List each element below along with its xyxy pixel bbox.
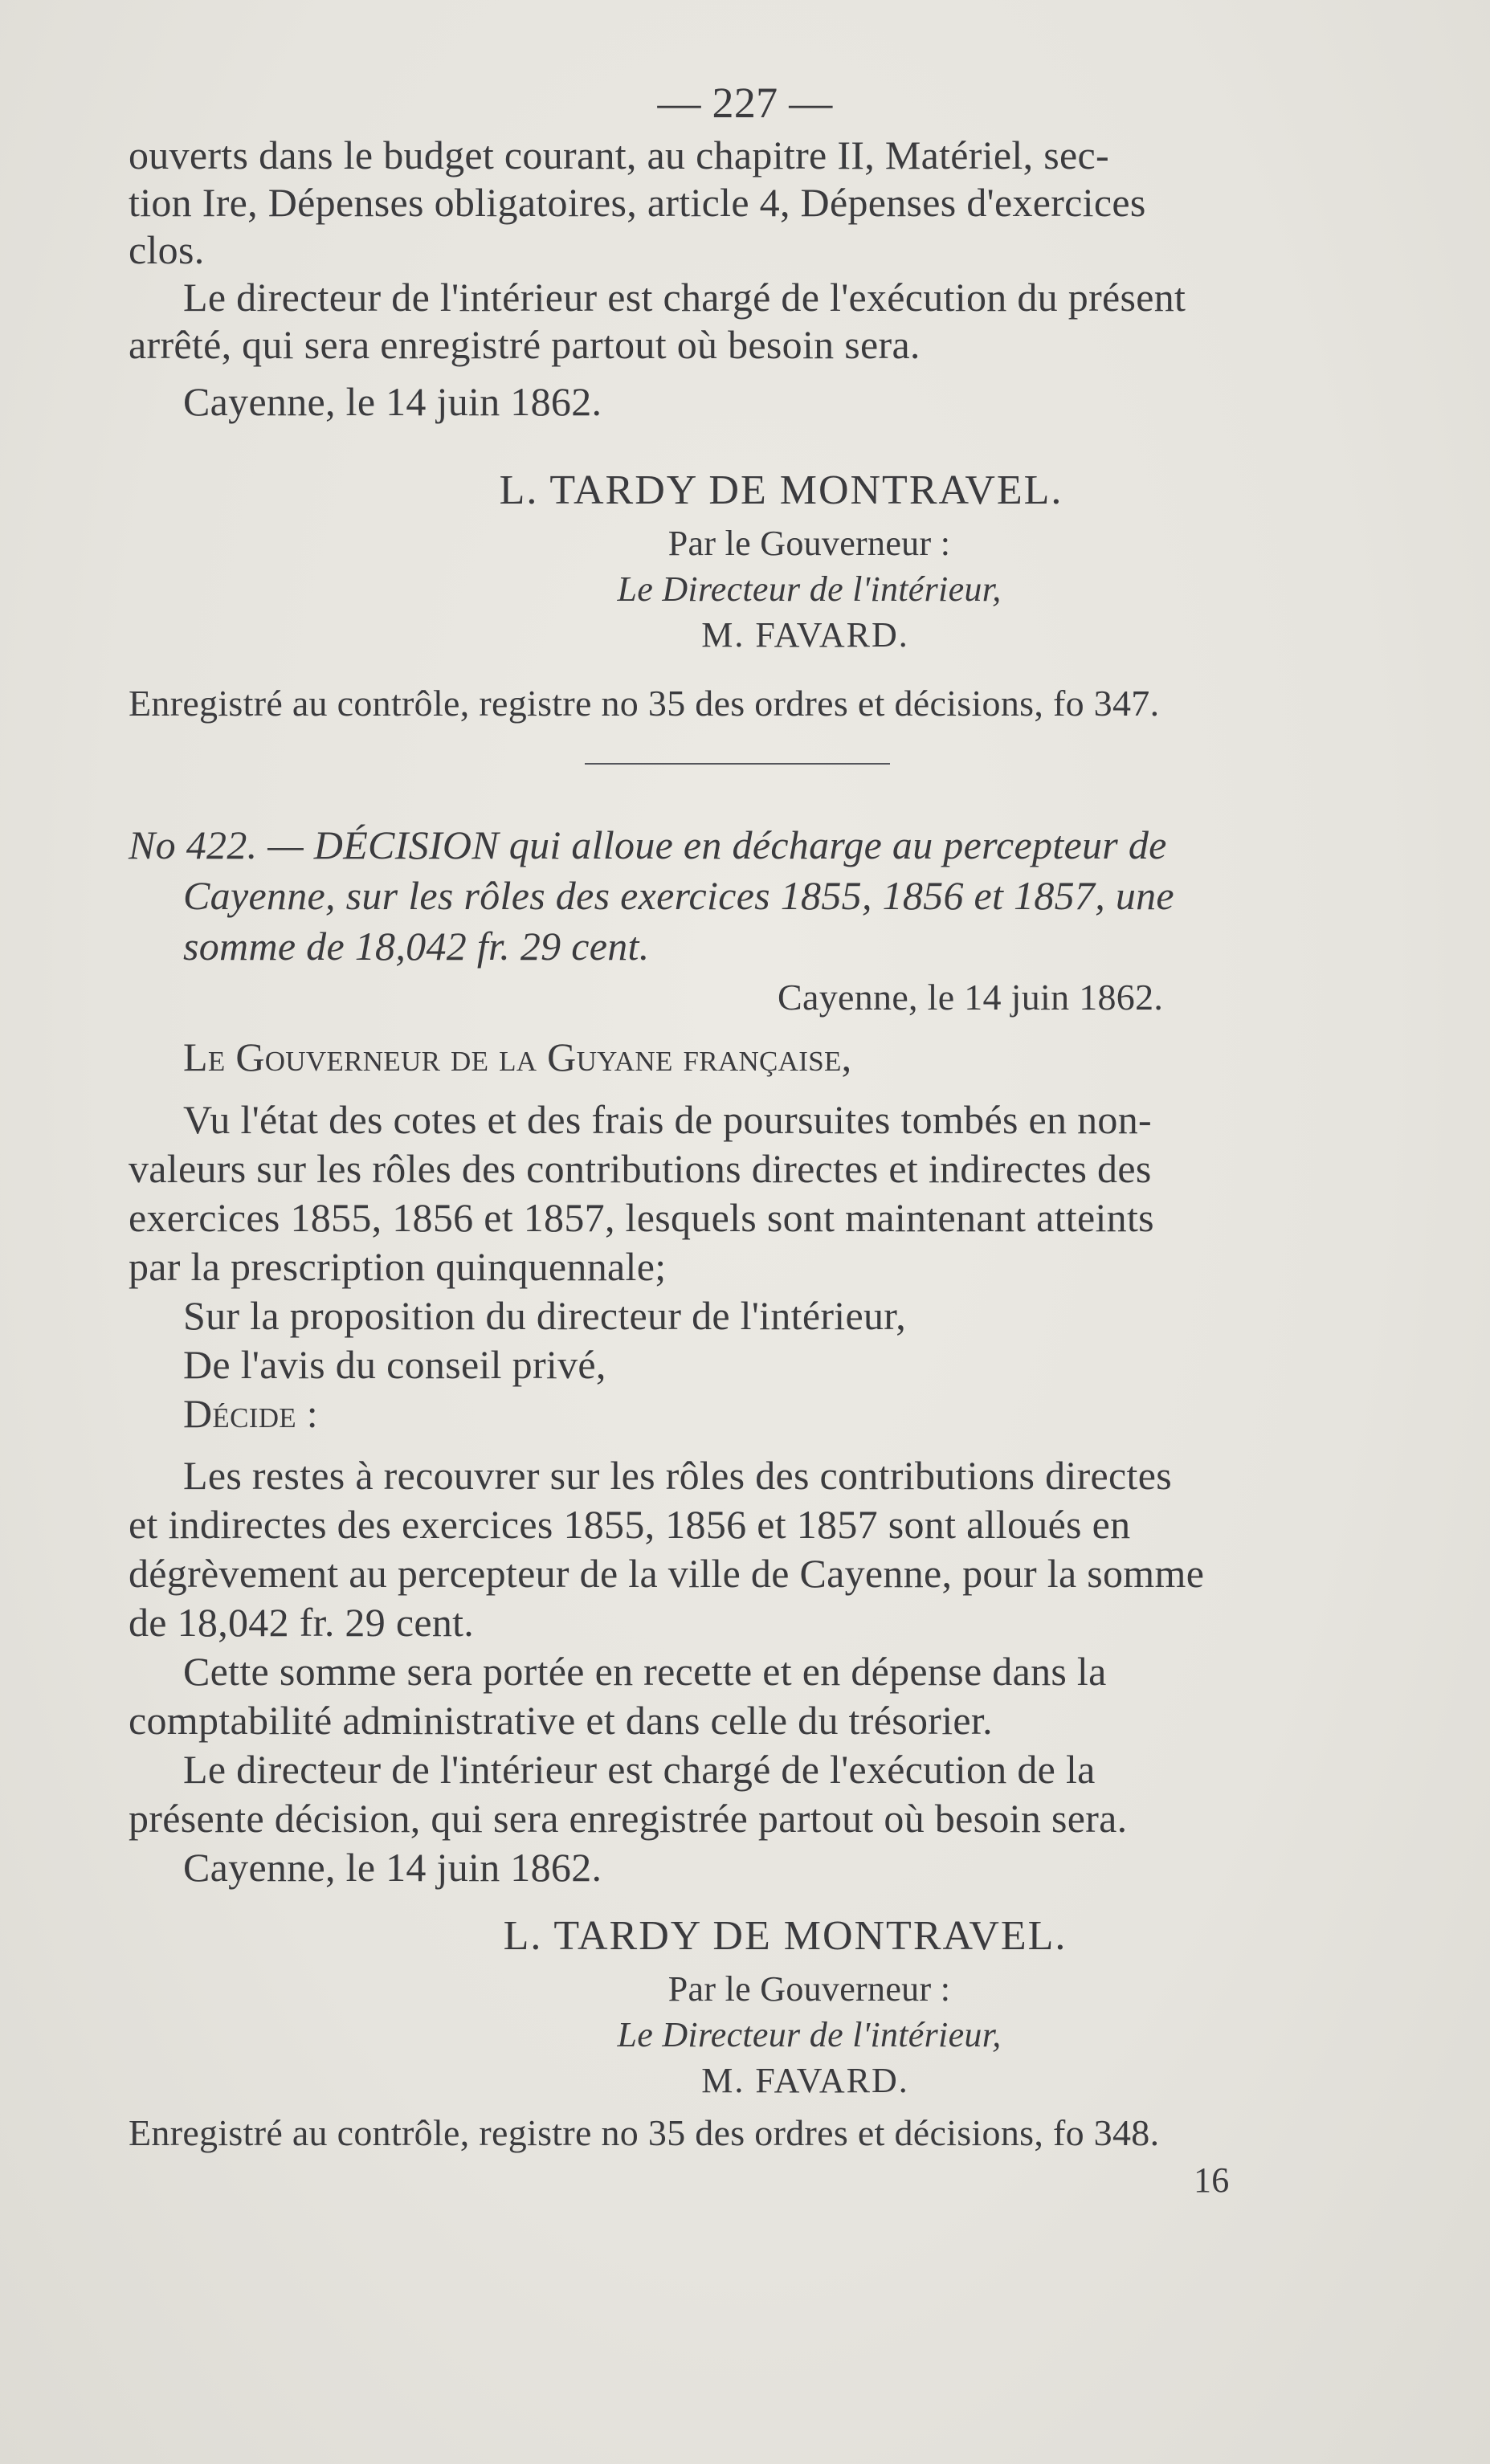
intro-date: Cayenne, le 14 juin 1862. — [183, 379, 602, 424]
consideration-line-1: Vu l'état des cotes et des frais de poursuites tombés en non- — [183, 1097, 1152, 1142]
page-number: — 227 — — [657, 79, 833, 127]
decision-heading-line-1: No 422. — DÉCISION qui alloue en décharge au percepteur de — [129, 822, 1167, 867]
article-line-6: comptabilité administrative et dans celle du trésorier. — [129, 1698, 993, 1743]
decision-signature-by-line: Par le Gouverneur : — [667, 1969, 951, 2009]
decision-heading-line-3: somme de 18,042 fr. 29 cent. — [183, 924, 650, 969]
article-line-8: présente décision, qui sera enregistrée partout où besoin sera. — [129, 1796, 1128, 1841]
intro-signature-director: M. FAVARD. — [701, 615, 909, 655]
article-line-2: et indirectes des exercices 1855, 1856 et 1857 sont alloués en — [129, 1502, 1131, 1547]
decision-signature-name: L. TARDY DE MONTRAVEL. — [503, 1913, 1067, 1959]
intro-signature-name: L. TARDY DE MONTRAVEL. — [499, 467, 1063, 513]
decision-issuer: Le Gouverneur de la Guyane française, — [183, 1034, 852, 1079]
intro-line-2: tion Ire, Dépenses obligatoires, article 4, Dépenses d'exercices — [129, 180, 1146, 225]
intro-line-1: ouverts dans le budget courant, au chapitre II, Matériel, sec- — [129, 133, 1109, 177]
decision-signature-role: Le Directeur de l'intérieur, — [617, 2015, 1002, 2054]
decision-signature-director: M. FAVARD. — [701, 2061, 909, 2100]
intro-signature-by-line: Par le Gouverneur : — [667, 524, 951, 563]
intro-registration: Enregistré au contrôle, registre no 35 des ordres et décisions, fo 347. — [129, 683, 1160, 724]
intro-execution-line-2: arrêté, qui sera enregistré partout où besoin sera. — [129, 322, 921, 367]
decide-label: Décide : — [183, 1391, 318, 1436]
article-line-1: Les restes à recouvrer sur les rôles des contributions directes — [183, 1453, 1172, 1498]
article-line-5: Cette somme sera portée en recette et en dépense dans la — [183, 1649, 1107, 1694]
decision-dateline: Cayenne, le 14 juin 1862. — [778, 977, 1164, 1018]
consideration-line-6: De l'avis du conseil privé, — [183, 1342, 606, 1387]
decision-heading-line-2: Cayenne, sur les rôles des exercices 1855, 1856 et 1857, une — [183, 873, 1174, 918]
intro-execution-line-1: Le directeur de l'intérieur est chargé de l'exécution du présent — [183, 275, 1186, 320]
sheet-signature: 16 — [1194, 2160, 1230, 2200]
consideration-line-5: Sur la proposition du directeur de l'intérieur, — [183, 1293, 907, 1338]
section-divider — [585, 763, 890, 765]
consideration-line-2: valeurs sur les rôles des contributions directes et indirectes des — [129, 1146, 1152, 1191]
article-line-3: dégrèvement au percepteur de la ville de Cayenne, pour la somme — [129, 1551, 1205, 1596]
decision-registration: Enregistré au contrôle, registre no 35 des ordres et décisions, fo 348. — [129, 2112, 1160, 2153]
consideration-line-3: exercices 1855, 1856 et 1857, lesquels sont maintenant atteints — [129, 1195, 1154, 1240]
decision-date: Cayenne, le 14 juin 1862. — [183, 1845, 602, 1890]
article-line-7: Le directeur de l'intérieur est chargé de l'exécution de la — [183, 1747, 1096, 1792]
intro-line-3: clos. — [129, 227, 205, 272]
article-line-4: de 18,042 fr. 29 cent. — [129, 1600, 475, 1645]
intro-signature-role: Le Directeur de l'intérieur, — [617, 569, 1002, 609]
consideration-line-4: par la prescription quinquennale; — [129, 1244, 667, 1289]
